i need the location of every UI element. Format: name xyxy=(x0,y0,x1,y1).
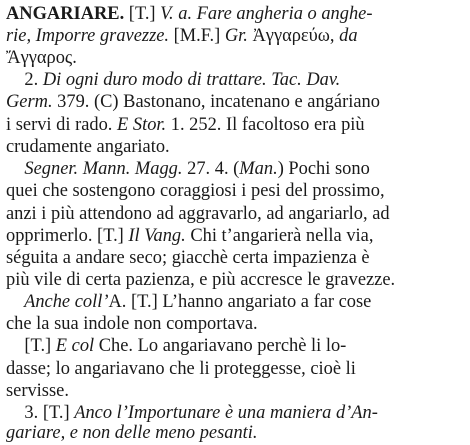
text-run: V. a. Fare angheria o anghe- xyxy=(160,4,373,24)
entry-line xyxy=(6,135,464,159)
text-run: rie, Imporre gravezze. xyxy=(6,26,170,46)
entry-line xyxy=(6,357,464,381)
text-run: E Stor. xyxy=(117,115,167,135)
entry-line xyxy=(6,113,464,137)
entry-line xyxy=(6,202,464,226)
text-run: Chi t’angarierà nella via, xyxy=(185,226,374,246)
entry-line xyxy=(6,224,464,248)
text-run: i servi di rado. xyxy=(6,115,118,135)
entry-line xyxy=(6,334,464,358)
text-run: Man. xyxy=(239,159,278,179)
text-run: Gr. xyxy=(224,26,248,46)
text-run: E col xyxy=(55,336,95,356)
entry-line xyxy=(6,24,464,48)
text-run: ) Pochi sono xyxy=(277,159,370,179)
text-run: 379. (C) Bastonano, incatenano e angáriano xyxy=(52,92,380,112)
entry-line xyxy=(6,312,464,336)
text-run: 2. xyxy=(6,70,43,90)
text-run: Germ. xyxy=(6,92,53,112)
text-run: Di ogni duro modo di trattare. Tac. Dav. xyxy=(42,70,341,90)
text-run: anzi i più attendono ad aggravarlo, ad angariarlo, ad xyxy=(6,204,390,224)
entry-line xyxy=(6,68,464,92)
entry-line xyxy=(6,157,464,181)
text-run: più vile di certa pazienza, e più accresce le gravezze. xyxy=(6,270,396,290)
text-run: [T.] xyxy=(6,336,56,356)
text-run: servisse. xyxy=(6,381,69,401)
text-run: Anco l’Importunare è una maniera d’An- xyxy=(74,403,378,423)
entry-line xyxy=(6,290,464,314)
text-run: Anche coll’ xyxy=(6,292,109,312)
text-run: séguita a andare seco; giacchè certa impazienza è xyxy=(6,248,370,268)
text-run: 1. 252. Il facoltoso era più xyxy=(166,115,365,135)
dictionary-entry xyxy=(6,0,466,443)
entry-line xyxy=(6,421,464,445)
entry-line xyxy=(6,246,464,270)
text-run: A. [T.] L’hanno angariato a far cose xyxy=(108,292,372,312)
text-run: [M.F.] xyxy=(169,26,225,46)
text-run: Ἀγγαρεύω, xyxy=(247,26,340,46)
text-run: Il Vang. xyxy=(128,226,186,246)
text-run: ANGARIARE. xyxy=(6,4,125,24)
text-run: Ἄγγαρος. xyxy=(6,48,77,68)
text-run: [T.] xyxy=(124,4,161,24)
text-run: 27. 4. ( xyxy=(182,159,240,179)
text-run: da xyxy=(339,26,358,46)
entry-line xyxy=(6,379,464,403)
text-run: che la sua indole non comportava. xyxy=(6,314,258,334)
text-run: Segner. Mann. Magg. xyxy=(6,159,183,179)
entry-line xyxy=(6,179,464,203)
text-run: opprimerlo. [T.] xyxy=(6,226,129,246)
text-run: Che. Lo angariavano perchè li lo- xyxy=(94,336,347,356)
entry-line xyxy=(6,268,464,292)
entry-line xyxy=(6,90,464,114)
entry-line xyxy=(6,2,464,26)
text-run: dasse; lo angariavano che li proteggesse, cioè li xyxy=(6,359,356,379)
text-run: gariare, e non delle meno pesanti. xyxy=(6,423,258,443)
text-run: crudamente angariato. xyxy=(6,137,170,157)
text-run: quei che sostengono coraggiosi i pesi del prossimo, xyxy=(6,181,385,201)
text-run: 3. [T.] xyxy=(6,403,75,423)
entry-line xyxy=(6,46,464,70)
